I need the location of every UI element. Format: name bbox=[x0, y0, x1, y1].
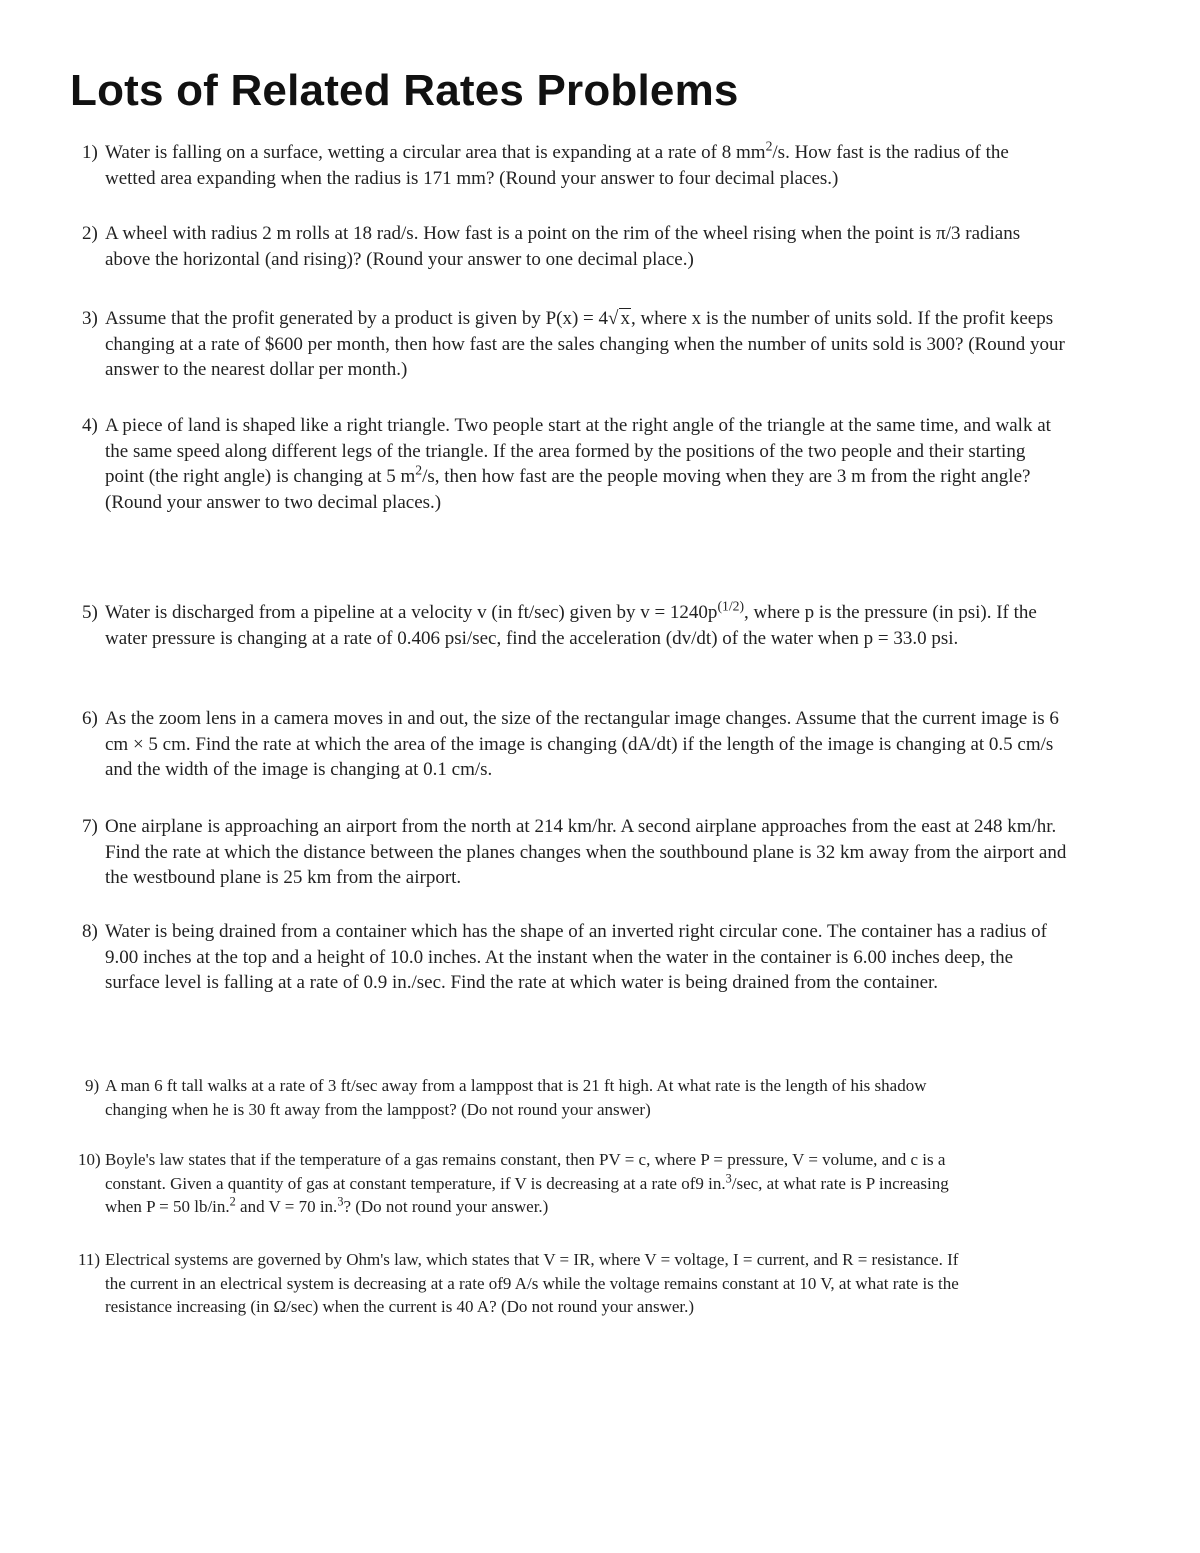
problem-4 bbox=[82, 413, 1067, 515]
problem-number: 5) bbox=[82, 602, 98, 623]
problem-2 bbox=[82, 221, 1062, 272]
problem-7 bbox=[82, 814, 1067, 891]
sqrt-symbol: √ x bbox=[608, 308, 630, 329]
problem-number: 2) bbox=[82, 223, 98, 244]
problem-text: Water is falling on a surface, wetting a circular area that is expanding at a rate of 8 $mm^2/s$. How fast is the radius of the wetted area expanding when the radius is 171 mm? (Round your answer to four decimal places.) bbox=[105, 138, 1009, 189]
problem-8 bbox=[82, 919, 1067, 996]
problem-5 bbox=[82, 600, 1067, 651]
problem-text: A piece of land is shaped like a right triangle. Two people start at the right angle of the triangle at the same time, and walk at the same speed along different legs of the triangle. If the area formed by the positions of the two people and their starting point (the right angle) is changing at 5 $m^2/s$, then how fast are the people moving when they are 3 m from the right angle? (Round your answer to two decimal places.) bbox=[105, 415, 1051, 513]
problem-text: A man 6 ft tall walks at a rate of 3 ft/sec away from a lamppost that is 21 ft high. At what rate is the length of his shadow changing when he is 30 ft away from the lamppost? (Do not round your answer) bbox=[105, 1076, 927, 1119]
problem-text: Water is discharged from a pipeline at a velocity v (in ft/sec) given by $v = 1240p^{(1/2)}$, where p is the pressure (in psi). If the water pressure is changing at a rate of 0.406 psi/sec, find the acceleration (dv/dt) of the water when p = 33.0 psi. bbox=[105, 598, 1037, 649]
page-title: Lots of Related Rates Problems bbox=[70, 66, 739, 115]
problem-text: A wheel with radius 2 m rolls at 18 rad/s. How fast is a point on the rim of the wheel rising when the point is π/3 radians above the horizontal (and rising)? (Round your answer to one decimal place.) bbox=[105, 223, 1021, 270]
problem-number: 7) bbox=[82, 816, 98, 837]
problem-text: One airplane is approaching an airport from the north at 214 km/hr. A second airplane approaches from the east at 248 km/hr. Find the rate at which the distance between the planes changes when the southbound plane is 32 km away from the airport and the westbound plane is 25 km from the airport. bbox=[105, 816, 1067, 888]
problem-number: 11) bbox=[78, 1250, 101, 1269]
problem-10 bbox=[78, 1148, 973, 1219]
problem-3 bbox=[82, 306, 1067, 383]
problem-text: Boyle's law states that if the temperature of a gas remains constant, then PV = c, where P = pressure, V = volume, and c is a constant. Given a quantity of gas at constant temperature, if V is decreasing at a rate of9 in.$^3$/sec, at what rate is P increasing when P = 50 lb/in.$^2$ and V = 70 in.$^3$? (Do not round your answer.) bbox=[105, 1150, 949, 1216]
problem-text: Electrical systems are governed by Ohm's law, which states that V = IR, where V = voltage, I = current, and R = resistance. If the current in an electrical system is decreasing at a rate of9 A/s while the voltage remains constant at 10 V, at what rate is the resistance increasing (in Ω/sec) when the current is 40 A? (Do not round your answer.) bbox=[105, 1250, 959, 1316]
problem-number: 3) bbox=[82, 308, 98, 329]
problem-number: 9) bbox=[85, 1076, 100, 1095]
problem-text: Assume that the profit generated by a product is given by P(x) = 4√ x, where x is the number of units sold. If the profit keeps changing at a rate of $600 per month, then how fast are the sales changing when the number of units sold is 300? (Round your answer to the nearest dollar per month.) bbox=[105, 308, 1065, 380]
problem-text: Water is being drained from a container which has the shape of an inverted right circular cone. The container has a radius of 9.00 inches at the top and a height of 10.0 inches. At the instant when the water in the container is 6.00 inches deep, the surface level is falling at a rate of 0.9 in./sec. Find the rate at which water is being drained from the container. bbox=[105, 921, 1047, 993]
problem-number: 1) bbox=[82, 142, 98, 163]
problem-number: 6) bbox=[82, 708, 98, 729]
problem-number: 10) bbox=[78, 1150, 101, 1169]
problem-1 bbox=[82, 140, 1062, 191]
problem-number: 8) bbox=[82, 921, 98, 942]
problem-9 bbox=[85, 1074, 980, 1121]
problem-6 bbox=[82, 706, 1067, 783]
problem-text: As the zoom lens in a camera moves in and out, the size of the rectangular image changes. Assume that the current image is 6 cm × 5 cm. Find the rate at which the area of the image is changing (dA/dt) if the length of the image is changing at 0.5 cm/s and the width of the image is changing at 0.1 cm/s. bbox=[105, 708, 1059, 780]
problem-number: 4) bbox=[82, 415, 98, 436]
problem-11 bbox=[78, 1248, 973, 1319]
